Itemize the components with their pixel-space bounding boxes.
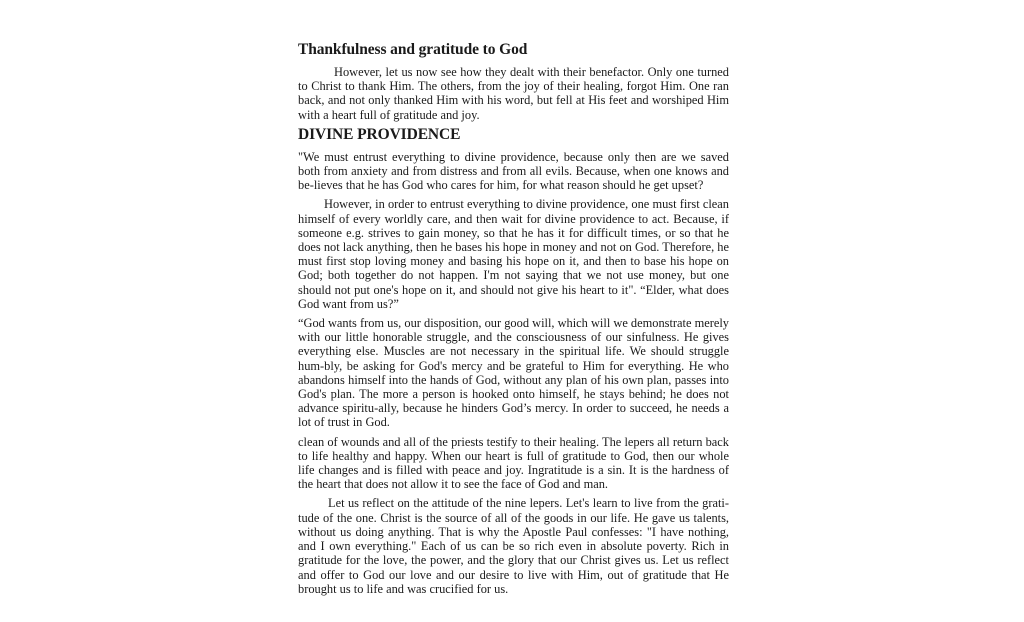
paragraph-god-wants: “God wants from us, our disposition, our good will, which will we demonstrate merely with our little honorable struggle, and the consciousness of our sinfulness. He gives everything else. Muscles are not necessary in the spiritual life. We should struggle hum-bly, be asking for God's mercy and be grateful to Him for everything. He who abandons himself into the hands of God, without any plan of his own plan, passes into God's plan. The more a person is hooked onto himself, he stays behind; he does not advance spiritu-ally, because he hinders God’s mercy. In order to succeed, he needs a lot of trust in God. xyxy=(298,316,729,430)
section-title-divine-providence: DIVINE PROVIDENCE xyxy=(298,125,461,143)
paragraph-reflect: Let us reflect on the attitude of the nine lepers. Let's learn to live from the grati-tude of the one. Christ is the source of all of the goods in our life. He gave us talents, without us doing anything. That is why the Apostle Paul confesses: "I have nothing, and I own everything." Each of us can be so rich even in absolute poverty. Rich in gratitude for the love, the power, and the glory that our Christ gives us. Let us reflect and offer to God our love and our desire to live with Him, out of gratitude that He brought us to life and was crucified for us. xyxy=(298,496,729,596)
paragraph-benefactor: However, let us now see how they dealt with their benefactor. Only one turned to Christ to thank Him. The others, from the joy of their healing, forgot Him. One ran back, and not only thanked Him with his word, but fell at His feet and worshiped Him with a heart full of gratitude and joy. xyxy=(298,65,729,122)
section-title-thankfulness: Thankfulness and gratitude to God xyxy=(298,41,528,58)
document-page xyxy=(298,40,729,596)
paragraph-entrust: "We must entrust everything to divine providence, because only then are we saved both from anxiety and from distress and from all evils. Because, when one knows and be-lieves that he has God who cares for him, for what reason should he get upset? xyxy=(298,149,729,193)
paragraph-lepers-healing: clean of wounds and all of the priests testify to their healing. The lepers all return back to life healthy and happy. When our heart is full of gratitude to God, then our whole life changes and is filled with peace and joy. Ingratitude is a sin. It is the hardness of the heart that does not allow it to see the face of God and man. xyxy=(298,434,729,492)
paragraph-worldly-care: However, in order to entrust everything to divine providence, one must first clean himself of every worldly care, and then wait for divine providence to act. Because, if someone e.g. strives to gain money, so that he has it for difficult times, or so that he does not lack anything, then he bases his hope in money and not on God. Therefore, he must first stop loving money and basing his hope on it, and then to base his hope on God; both together do not happen. I'm not saying that we not use money, but one should not put one's hope on it, and should not give his heart to it". “Elder, what does God want from us?” xyxy=(298,197,729,311)
